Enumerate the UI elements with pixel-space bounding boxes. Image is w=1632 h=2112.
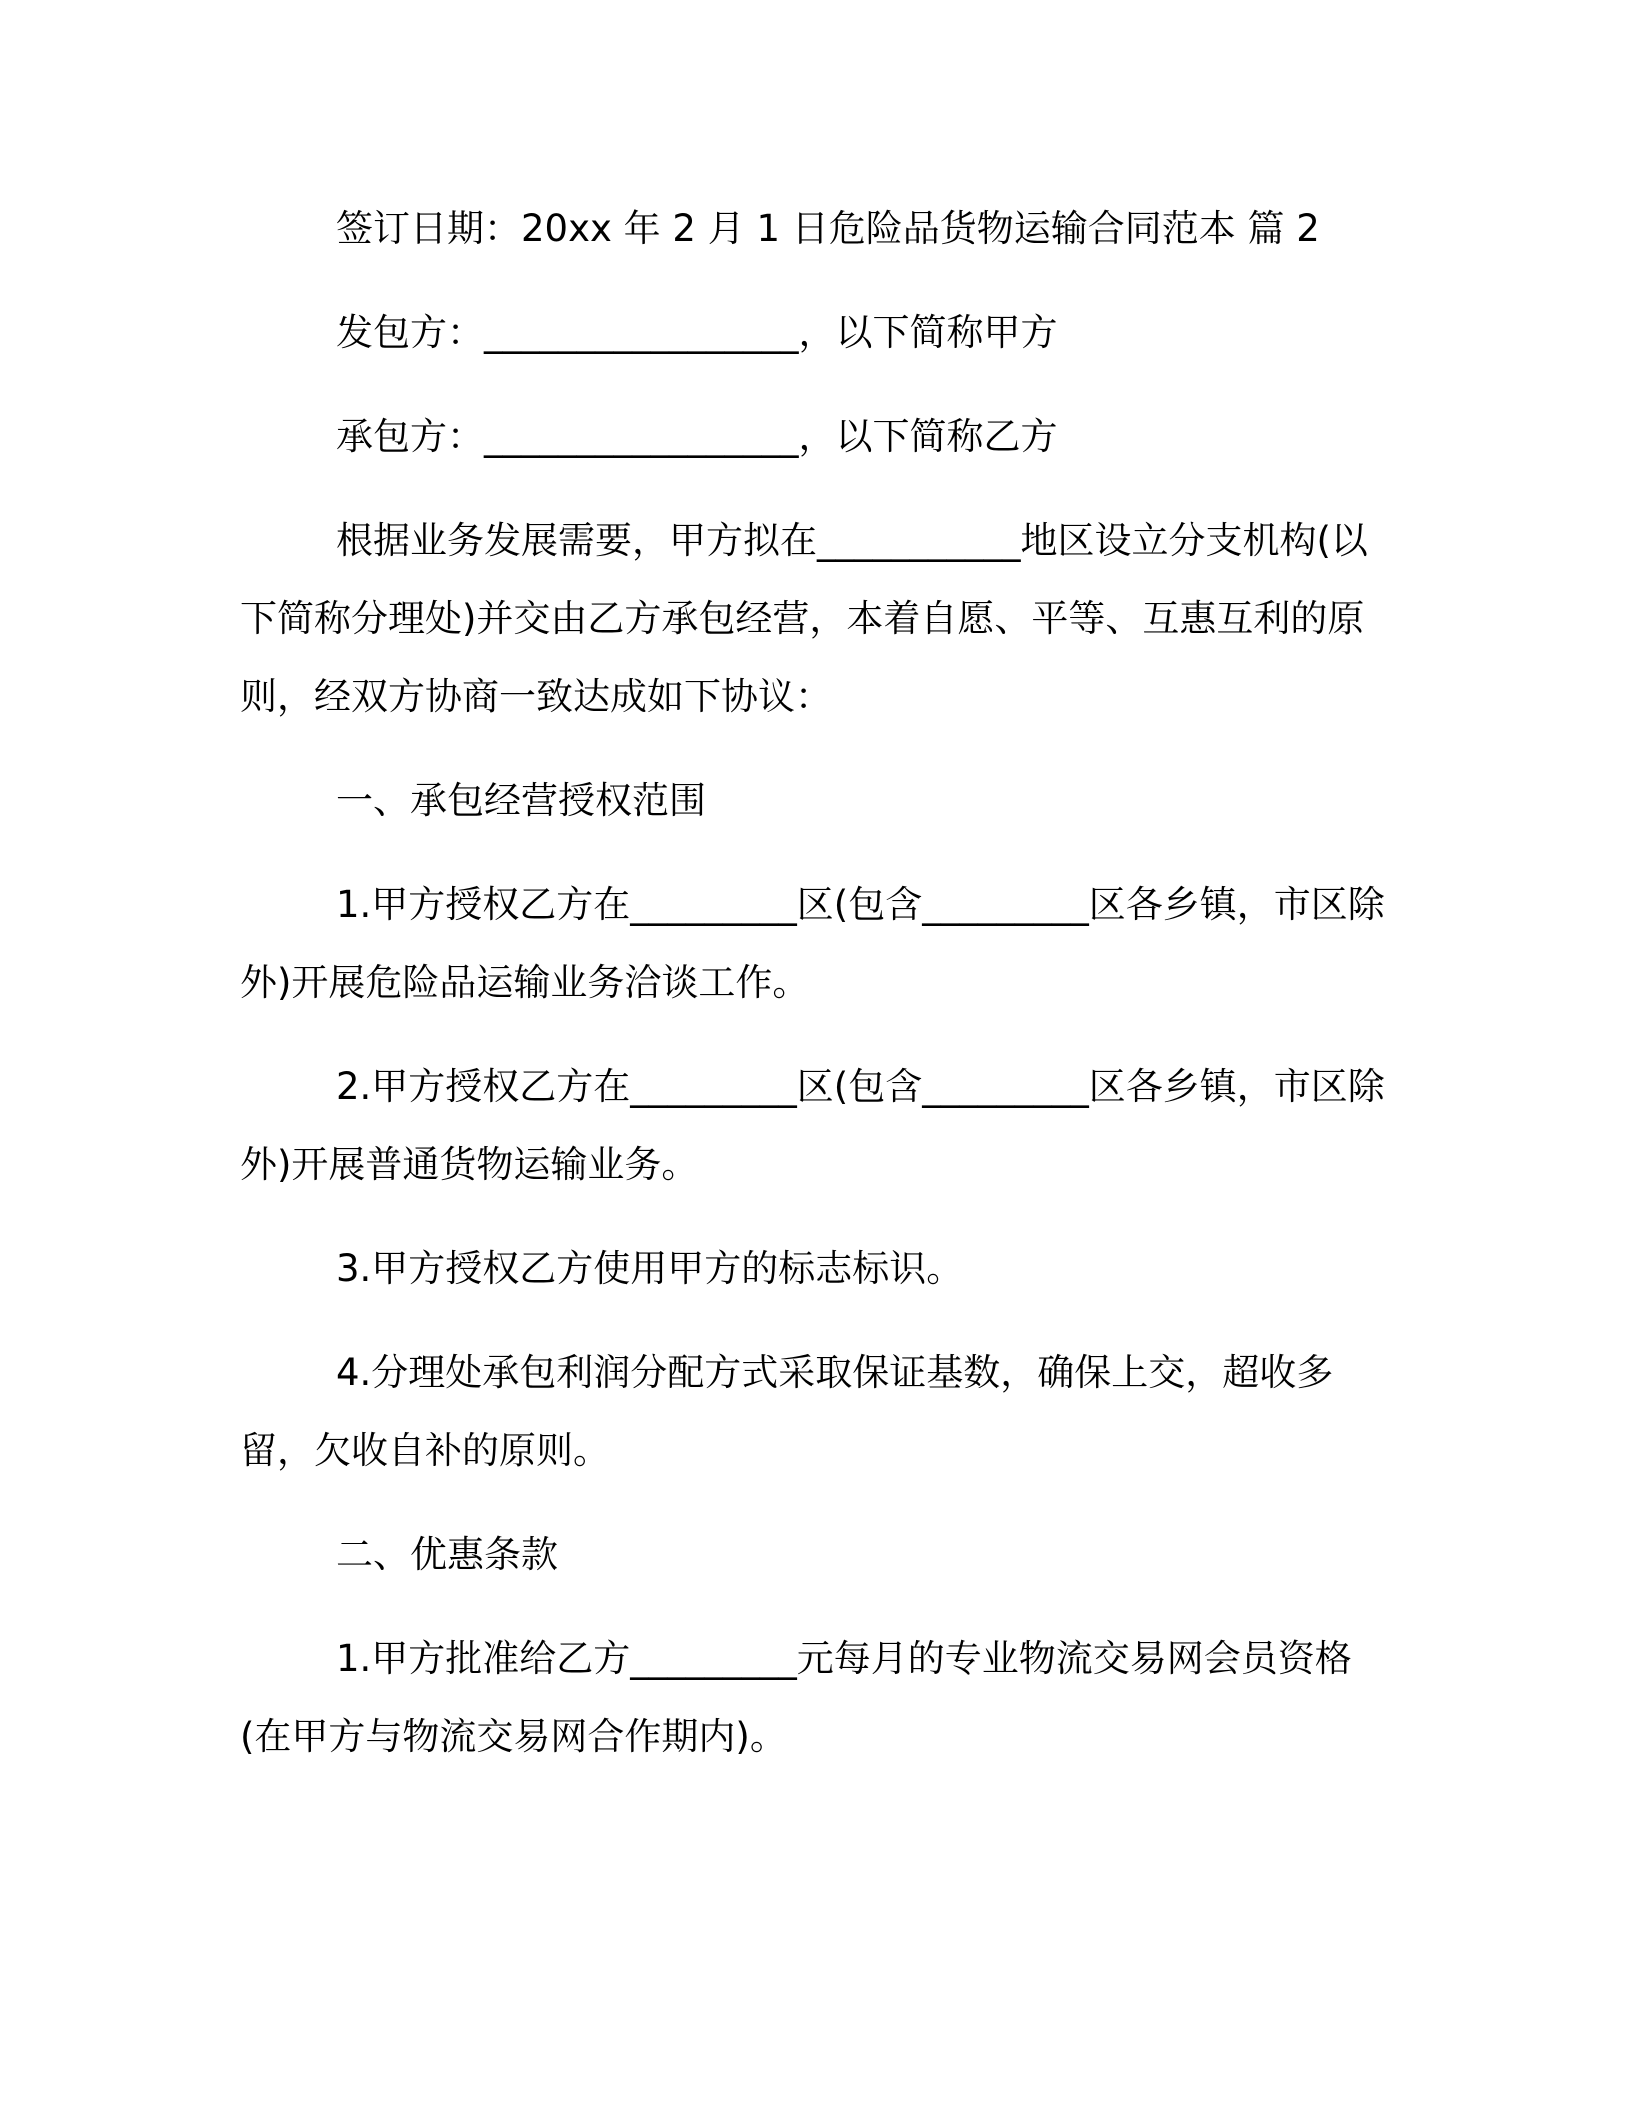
- party-a-line: 发包方：_________________，以下简称甲方: [336, 311, 1058, 354]
- preamble-paragraph: 根据业务发展需要，甲方拟在___________地区设立分支机构(以下简称分理处)并交由乙方承包经营，本着自愿、平等、互惠互利的原则，经双方协商一致达成如下协议：: [240, 519, 1368, 718]
- section-1-heading: 一、承包经营授权范围: [336, 779, 706, 822]
- document-body: [240, 190, 1400, 1802]
- section-2-item-1: 1.甲方批准给乙方_________元每月的专业物流交易网会员资格(在甲方与物流交易网合作期内)。: [240, 1637, 1352, 1758]
- section-2-heading: 二、优惠条款: [336, 1533, 558, 1576]
- party-b-line: 承包方：_________________，以下简称乙方: [336, 415, 1058, 458]
- section-1-item-1: 1.甲方授权乙方在_________区(包含_________区各乡镇，市区除外)开展危险品运输业务洽谈工作。: [240, 883, 1385, 1004]
- sign-date-title: 签订日期：20xx 年 2 月 1 日危险品货物运输合同范本 篇 2: [336, 207, 1320, 250]
- section-1-item-2: 2.甲方授权乙方在_________区(包含_________区各乡镇，市区除外)开展普通货物运输业务。: [240, 1065, 1385, 1186]
- section-1-item-4: 4.分理处承包利润分配方式采取保证基数，确保上交，超收多留，欠收自补的原则。: [240, 1351, 1334, 1472]
- section-1-item-3: 3.甲方授权乙方使用甲方的标志标识。: [336, 1247, 964, 1290]
